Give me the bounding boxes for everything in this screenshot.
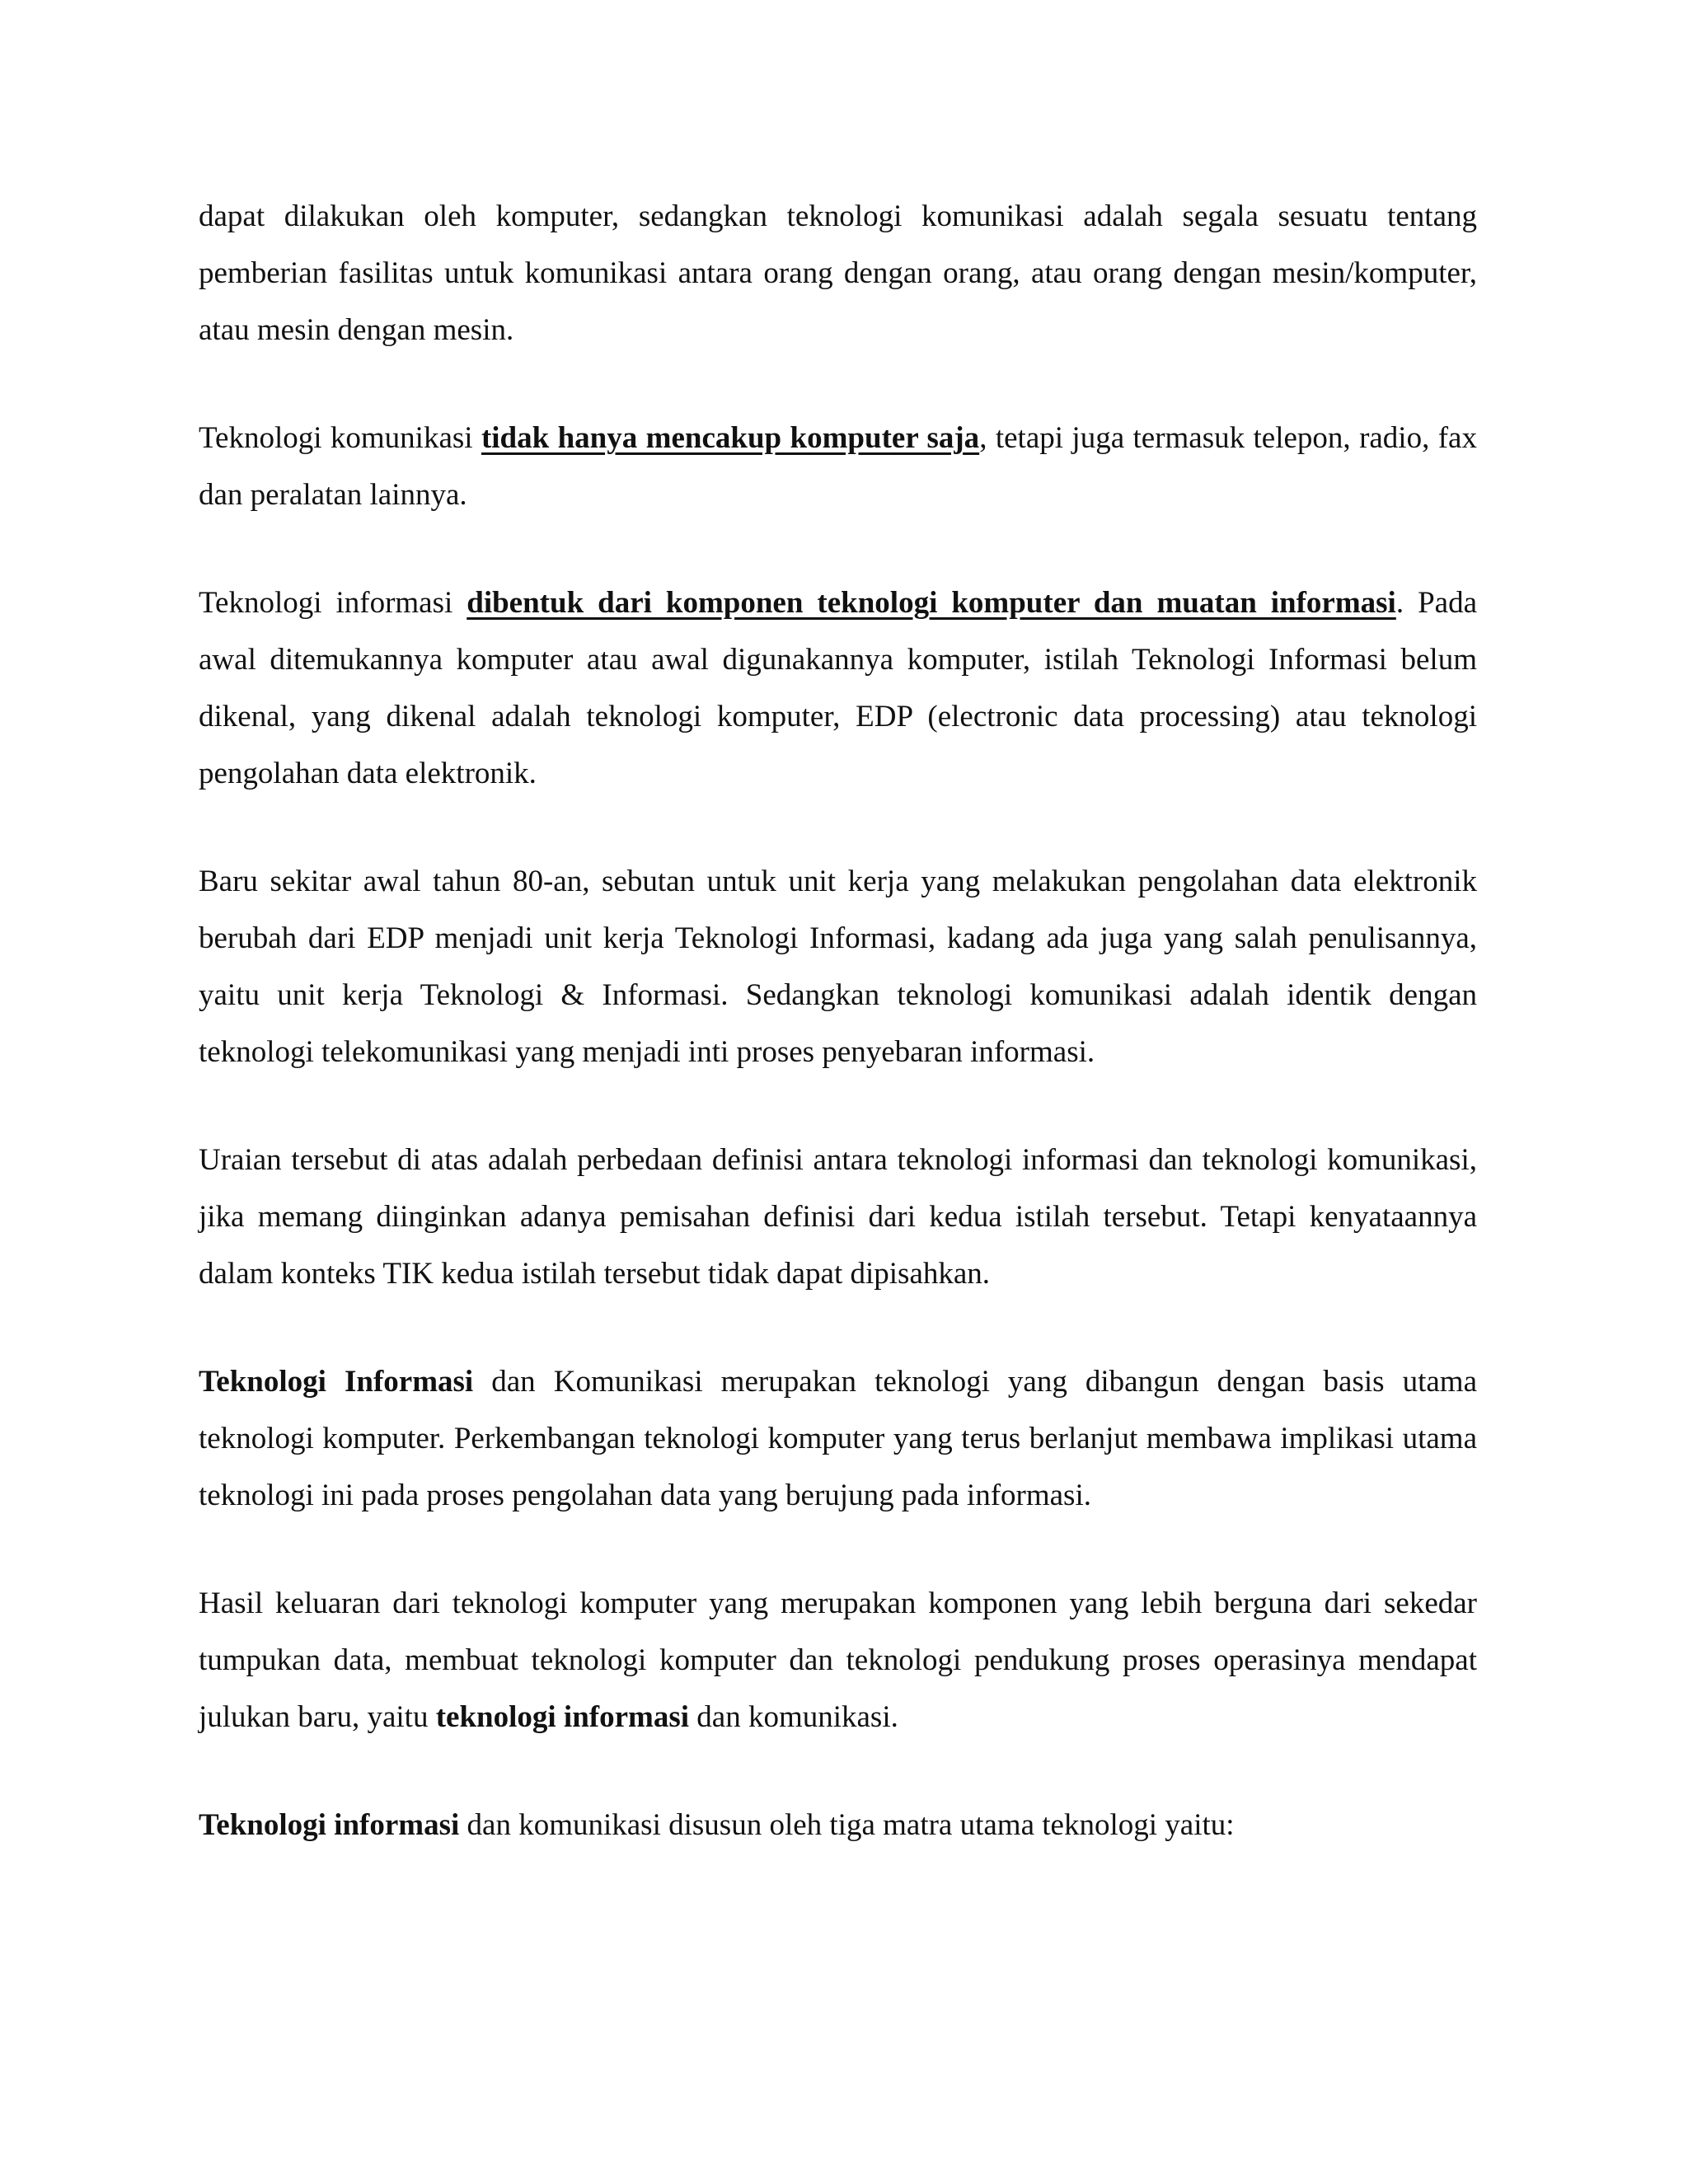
paragraph-text: Teknologi komunikasi bbox=[199, 421, 481, 455]
paragraph-text: Uraian tersebut di atas adalah perbedaan definisi antara teknologi informasi dan teknologi komunikasi, jika memang diinginkan adanya pemisahan definisi dari kedua istilah tersebut. Tetapi kenyataannya dalam konteks TIK kedua istilah tersebut tidak dapat dipisahkan. bbox=[199, 1143, 1477, 1291]
paragraph-6 bbox=[199, 1353, 1477, 1524]
paragraph-text: Hasil keluaran dari teknologi komputer yang merupakan komponen yang lebih berguna dari sekedar tumpukan data, membuat teknologi komputer dan teknologi pendukung proses operasinya mendapat julukan baru, yaitu bbox=[199, 1586, 1477, 1734]
paragraph-8 bbox=[199, 1797, 1477, 1854]
paragraph-text: dan Komunikasi merupakan teknologi yang dibangun dengan basis utama teknologi komputer. Perkembangan teknologi komputer yang terus berlanjut membawa implikasi utama teknologi ini pada proses pengolahan data yang berujung pada informasi. bbox=[199, 1365, 1478, 1512]
paragraph-3 bbox=[199, 574, 1477, 802]
paragraph-text: Baru sekitar awal tahun 80-an, sebutan untuk unit kerja yang melakukan pengolahan data elektronik berubah dari EDP menjadi unit kerja Teknologi Informasi, kadang ada juga yang salah penulisannya, yaitu unit kerja Teknologi & Informasi. Sedangkan teknologi komunikasi adalah identik dengan teknologi telekomunikasi yang menjadi inti proses penyebaran informasi. bbox=[199, 865, 1477, 1069]
paragraph-text: dan komunikasi. bbox=[689, 1700, 898, 1734]
paragraph-5 bbox=[199, 1132, 1477, 1302]
emphasis-bold: Teknologi Informasi bbox=[199, 1365, 474, 1399]
emphasis-bold: teknologi informasi bbox=[435, 1700, 690, 1734]
paragraph-text: , tetapi juga termasuk telepon, radio, fax dan peralatan lainnya. bbox=[199, 421, 1477, 512]
paragraph-text: Teknologi informasi bbox=[199, 586, 467, 620]
document-body bbox=[199, 188, 1477, 1854]
paragraph-text: dapat dilakukan oleh komputer, sedangkan teknologi komunikasi adalah segala sesuatu tentang pemberian fasilitas untuk komunikasi antara orang dengan orang, atau orang dengan mesin/komputer, atau mesin dengan mesin. bbox=[199, 199, 1477, 347]
paragraph-7 bbox=[199, 1575, 1477, 1746]
emphasis-bold: Teknologi informasi bbox=[199, 1808, 460, 1842]
emphasis-bold-underline: tidak hanya mencakup komputer saja bbox=[481, 421, 980, 455]
emphasis-bold-underline: dibentuk dari komponen teknologi komputer dan muatan informasi bbox=[467, 586, 1396, 620]
paragraph-4 bbox=[199, 853, 1477, 1080]
paragraph-text: dan komunikasi disusun oleh tiga matra utama teknologi yaitu: bbox=[459, 1808, 1235, 1842]
paragraph-1 bbox=[199, 188, 1477, 359]
paragraph-text: . Pada awal ditemukannya komputer atau awal digunakannya komputer, istilah Teknologi Informasi belum dikenal, yang dikenal adalah teknologi komputer, EDP (electronic data processing) atau teknologi pengolahan data elektronik. bbox=[199, 586, 1477, 790]
paragraph-2 bbox=[199, 410, 1477, 523]
